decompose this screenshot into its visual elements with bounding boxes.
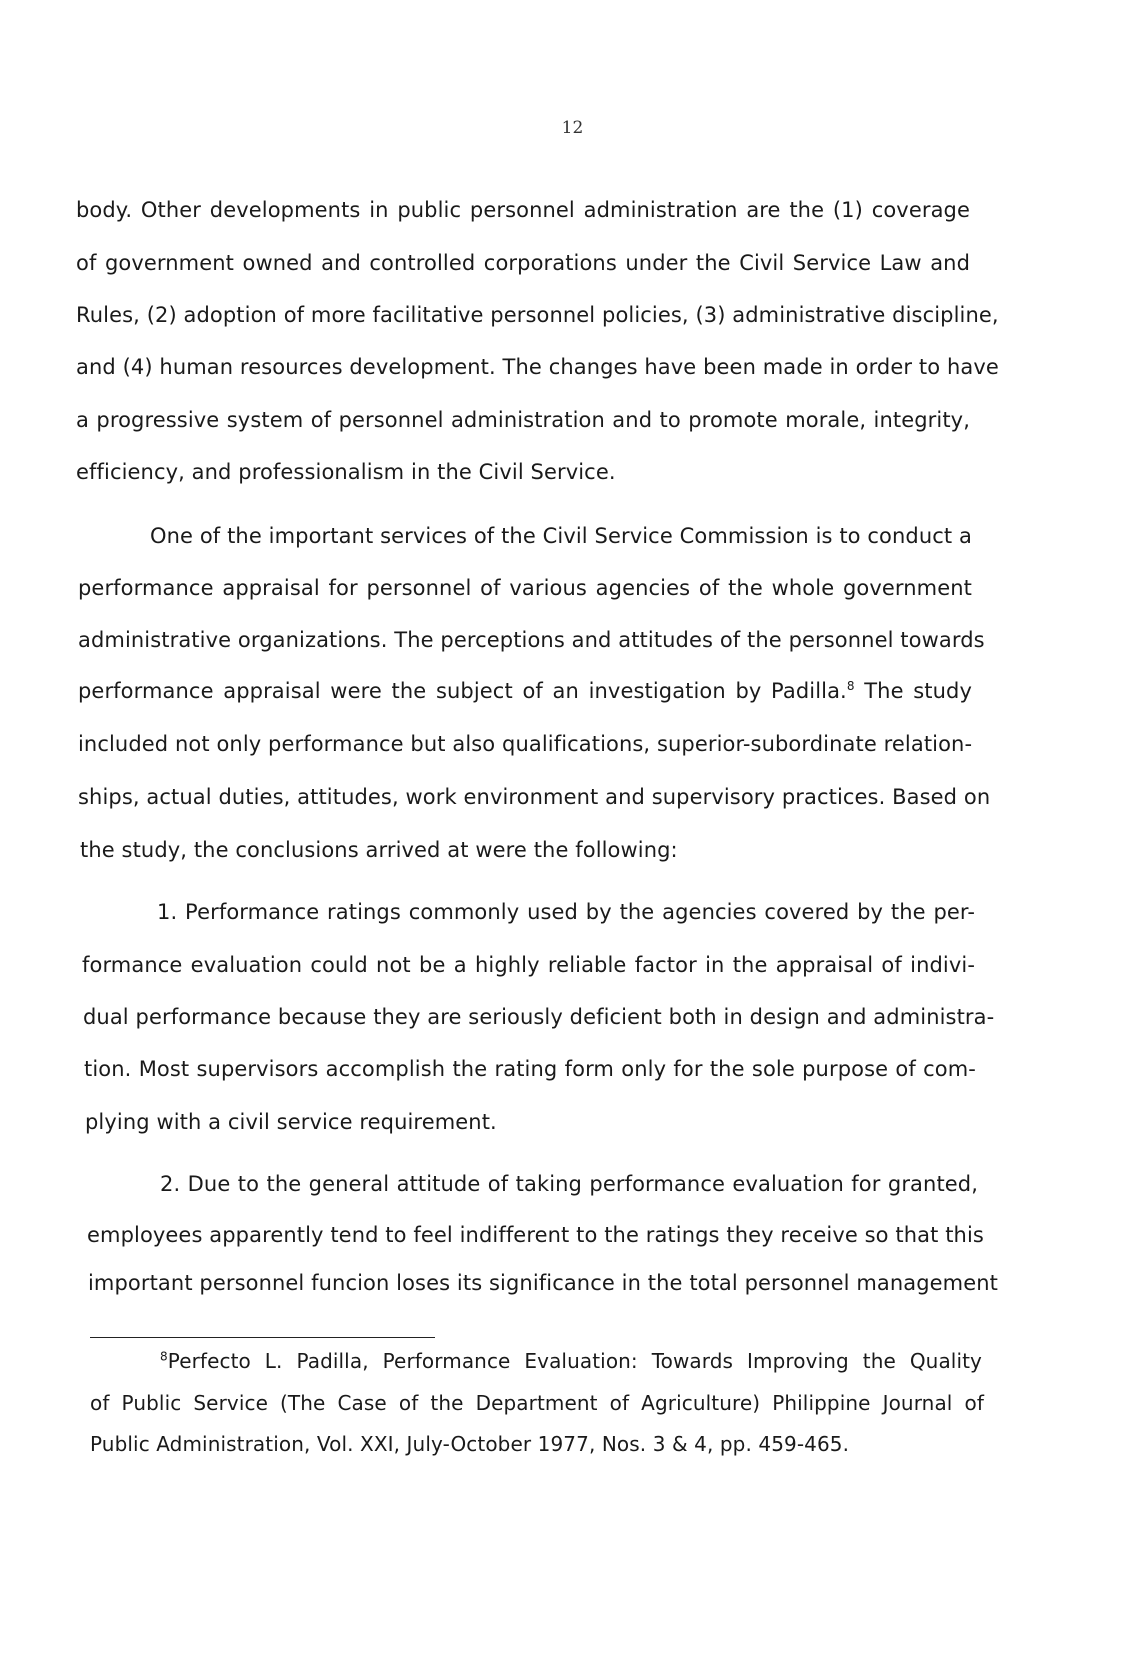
- paragraph-line: the study, the conclusions arrived at were the following:: [80, 838, 678, 862]
- paragraph-line: body. Other developments in public personnel administration are the (1) coverage: [76, 198, 970, 222]
- list-item-line: formance evaluation could not be a highly reliable factor in the appraisal of indivi-: [82, 953, 975, 977]
- paragraph-line: included not only performance but also qualifications, superior-subordinate relation-: [78, 732, 973, 756]
- list-item-line: 2. Due to the general attitude of taking performance evaluation for granted,: [160, 1172, 978, 1196]
- citation-text: performance appraisal were the subject of an investigation by Padilla.: [78, 679, 847, 703]
- paragraph-line: performance appraisal for personnel of various agencies of the whole government: [78, 576, 972, 600]
- paragraph-line: efficiency, and professionalism in the Civil Service.: [76, 460, 616, 484]
- paragraph-line: One of the important services of the Civil Service Commission is to conduct a: [150, 524, 972, 548]
- paragraph-line: administrative organizations. The perceptions and attitudes of the personnel towards: [78, 628, 985, 652]
- footnote-marker: 8: [160, 1349, 168, 1364]
- list-item-line: plying with a civil service requirement.: [85, 1110, 497, 1134]
- paragraph-line: of government owned and controlled corporations under the Civil Service Law and: [76, 251, 970, 275]
- footnote-line: Public Administration, Vol. XXI, July-October 1977, Nos. 3 & 4, pp. 459-465.: [90, 1432, 850, 1456]
- list-item-line: 1. Performance ratings commonly used by the agencies covered by the per-: [157, 900, 975, 924]
- footnote-divider: [90, 1337, 435, 1338]
- citation-text-after: The study: [854, 679, 972, 703]
- paragraph-line: ships, actual duties, attitudes, work environment and supervisory practices. Based on: [78, 785, 991, 809]
- list-item-line: dual performance because they are seriously deficient both in design and administra-: [83, 1005, 995, 1029]
- page-number: 12: [561, 118, 584, 138]
- footnote-reference: 8: [846, 679, 855, 693]
- list-item-line: employees apparently tend to feel indifferent to the ratings they receive so that this: [87, 1223, 984, 1247]
- footnote-text: Perfecto L. Padilla, Performance Evaluation: Towards Improving the Quality: [167, 1349, 982, 1373]
- list-item-line: tion. Most supervisors accomplish the rating form only for the sole purpose of com-: [84, 1057, 976, 1081]
- paragraph-line: Rules, (2) adoption of more facilitative personnel policies, (3) administrative discipline,: [76, 303, 999, 327]
- paragraph-line-citation: [78, 679, 972, 703]
- paragraph-line: a progressive system of personnel administration and to promote morale, integrity,: [76, 408, 970, 432]
- list-item-line: important personnel funcion loses its significance in the total personnel management: [88, 1271, 999, 1295]
- footnote-line: of Public Service (The Case of the Department of Agriculture) Philippine Journal of: [90, 1391, 984, 1415]
- footnote-line: [160, 1349, 982, 1373]
- paragraph-line: and (4) human resources development. The changes have been made in order to have: [76, 355, 999, 379]
